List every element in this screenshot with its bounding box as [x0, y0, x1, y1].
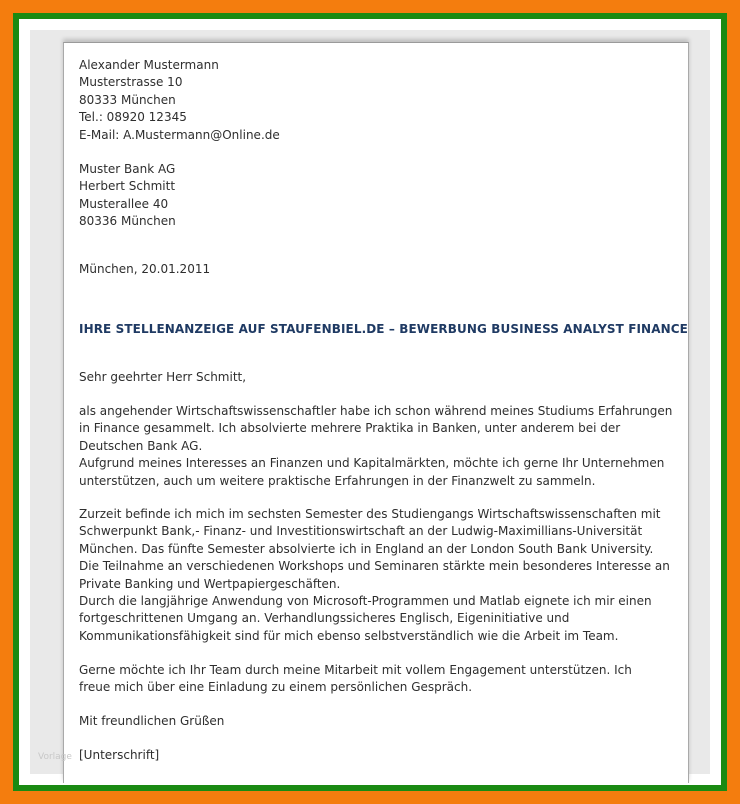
- paragraph-line: Gerne möchte ich Ihr Team durch meine Mitarbeit mit vollem Engagement unterstützen. Ich: [79, 663, 632, 677]
- paragraph-1: [79, 403, 679, 490]
- date-line: München, 20.01.2011: [79, 262, 211, 276]
- watermark-text: Vorlage: [38, 752, 72, 762]
- paragraph-line: Schwerpunkt Bank,- Finanz- und Investitionswirtschaft an der Ludwig-Maximillians-Universität: [79, 524, 643, 539]
- paragraph-3: [79, 662, 679, 697]
- recipient-street: Musterallee 40: [79, 196, 169, 211]
- sender-email: E-Mail: A.Mustermann@Online.de: [79, 127, 280, 142]
- salutation: Sehr geehrter Herr Schmitt,: [79, 370, 247, 384]
- paragraph-line: unterstützen, auch um weitere praktische Erfahrungen in der Finanzwelt zu sammeln.: [79, 473, 596, 488]
- sender-city: 80333 München: [79, 92, 176, 107]
- recipient-address: [79, 161, 679, 231]
- letter-subject: IHRE STELLENANZEIGE AUF STAUFENBIEL.DE – BEWERBUNG BUSINESS ANALYST FINANCE: [79, 322, 688, 336]
- paragraph-line: Zurzeit befinde ich mich im sechsten Semester des Studiengangs Wirtschaftswissenschaften mit: [79, 507, 661, 521]
- paragraph-line: Die Teilnahme an verschiedenen Workshops und Seminaren stärkte mein besonderes Interesse an: [79, 559, 670, 574]
- paragraph-line: in Finance gesammelt. Ich absolvierte mehrere Praktika in Banken, unter anderem bei der: [79, 421, 621, 436]
- signature-placeholder: [Unterschrift]: [79, 748, 160, 762]
- paragraph-line: Aufgrund meines Interesses an Finanzen und Kapitalmärkten, möchte ich gerne Ihr Unternehmen: [79, 456, 665, 471]
- paragraph-line: Kommunikationsfähigkeit sind für mich ebenso selbstverständlich wie die Arbeit im Team.: [79, 628, 619, 643]
- paragraph-line: Private Banking und Wertpapiergeschäften.: [79, 576, 341, 591]
- sender-name: Alexander Mustermann: [79, 58, 219, 72]
- paragraph-line: Deutschen Bank AG.: [79, 438, 203, 453]
- closing: Mit freundlichen Grüßen: [79, 714, 225, 728]
- paragraph-line: Durch die langjährige Anwendung von Microsoft-Programmen und Matlab eignete ich mir einen: [79, 594, 652, 609]
- sender-phone: Tel.: 08920 12345: [79, 110, 187, 125]
- paragraph-line: als angehender Wirtschaftswissenschaftler habe ich schon während meines Studiums Erfahrungen: [79, 404, 673, 418]
- recipient-company: Muster Bank AG: [79, 162, 176, 176]
- paragraph-line: freue mich über eine Einladung zu einem persönlichen Gespräch.: [79, 680, 473, 695]
- paragraph-line: München. Das fünfte Semester absolvierte ich in England an der London South Bank University.: [79, 541, 654, 556]
- sender-street: Musterstrasse 10: [79, 75, 183, 90]
- paragraph-line: fortgeschrittenen Umgang an. Verhandlungssicheres Englisch, Eigeninitiative und: [79, 611, 570, 626]
- paragraph-2: [79, 506, 679, 645]
- recipient-city: 80336 München: [79, 214, 176, 229]
- recipient-person: Herbert Schmitt: [79, 179, 176, 194]
- sender-address: [79, 57, 679, 144]
